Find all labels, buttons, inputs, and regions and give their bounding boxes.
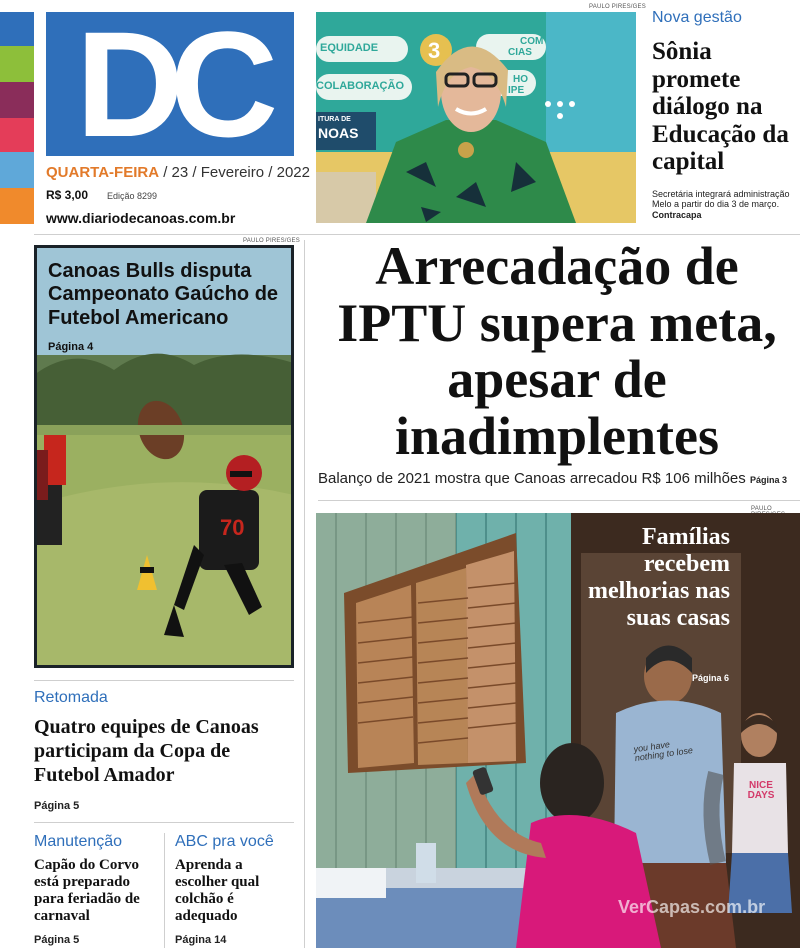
- photo-sign-ipe: IPE: [508, 85, 525, 96]
- maintenance-kicker: Manutenção: [34, 833, 123, 850]
- divider-bottom-columns: [164, 833, 165, 948]
- photo-sign-cias: CIAS: [508, 47, 532, 58]
- masthead-logo[interactable]: [46, 0, 294, 168]
- photo-sign-equidade: EQUIDADE: [320, 42, 379, 54]
- abc-headline[interactable]: Aprenda a escolher qual colchão é adequado: [175, 857, 260, 925]
- strip-green: [0, 46, 34, 82]
- strip-red: [0, 118, 34, 152]
- photo-credit-sports: PAULO PIRES/GES: [243, 238, 300, 244]
- main-deck-text: Balanço de 2021 mostra que Canoas arrecadou R$ 106 milhões: [318, 470, 746, 487]
- photo-credit-families: PAULO: [751, 506, 772, 512]
- photo-sign-ho: HO: [513, 74, 528, 85]
- main-headline[interactable]: Arrecadação de IPTU supera meta, apesar de inadimplentes: [337, 236, 777, 467]
- sports-story-photo[interactable]: [34, 245, 294, 668]
- divider-vertical: [304, 240, 305, 948]
- edition-number: Edição 8299: [107, 191, 158, 201]
- amateur-page: Página 5: [34, 800, 80, 812]
- dateline: [46, 164, 310, 181]
- photo-sign-colaboracao: COLABORAÇÃO: [316, 80, 404, 92]
- main-deck-page: Página 3: [749, 475, 787, 485]
- families-story-page: Página 6: [692, 673, 730, 683]
- top-story-summary-text: Secretária integrará administração Melo a partir do dia 3 de março.: [652, 189, 790, 210]
- photo-sign-number: 3: [428, 38, 441, 63]
- jersey-number: 70: [220, 515, 245, 540]
- abc-page: Página 14: [175, 934, 227, 946]
- photo-credit-top: PAULO PIRES/GES: [589, 4, 646, 10]
- divider-amateur: [34, 680, 294, 681]
- top-story-ref: Contracapa: [652, 209, 702, 220]
- divider-top: [34, 234, 800, 235]
- dateline-day: QUARTA-FEIRA: [46, 164, 160, 181]
- divider-main: [318, 500, 800, 501]
- shirt-print: you have nothing to lose: [632, 739, 694, 764]
- strip-lightblue: [0, 152, 34, 188]
- abc-kicker: ABC pra você: [175, 833, 274, 850]
- photo-sign-itura: ITURA DE: [318, 116, 351, 123]
- strip-purple: [0, 82, 34, 118]
- photo-sign-com: COM: [520, 36, 544, 47]
- main-deck: [318, 470, 800, 487]
- top-story-photo[interactable]: [316, 12, 636, 223]
- divider-bottom-left: [34, 822, 294, 823]
- maintenance-page: Página 5: [34, 934, 80, 946]
- top-story-headline[interactable]: Sônia promete diálogo na Educação da capital: [652, 38, 789, 175]
- maintenance-headline[interactable]: Capão do Corvo está preparado para feriadão de carnaval: [34, 857, 140, 925]
- logo-text: DC: [75, 0, 265, 168]
- amateur-kicker: Retomada: [34, 689, 108, 706]
- child-shirt-print: NICE DAYS: [747, 780, 775, 801]
- price: R$ 3,00: [46, 188, 89, 202]
- families-story-headline[interactable]: Famílias recebem melhorias nas suas casas: [587, 524, 730, 631]
- watermark: VerCapas.com.br: [618, 897, 766, 917]
- amateur-headline[interactable]: Quatro equipes de Canoas participam da Copa de Futebol Amador: [34, 716, 259, 786]
- sports-story-page: Página 4: [48, 341, 94, 353]
- top-story-summary: [652, 189, 798, 220]
- website-link[interactable]: www.diariodecanoas.com.br: [46, 210, 236, 226]
- families-story-photo[interactable]: [316, 513, 800, 948]
- strip-orange: [0, 188, 34, 224]
- strip-blue: [0, 12, 34, 46]
- top-story-kicker: Nova gestão: [652, 9, 742, 26]
- dateline-date: / 23 / Fevereiro / 2022: [163, 164, 310, 181]
- sports-story-headline[interactable]: Canoas Bulls disputa Campeonato Gaúcho de Futebol Americano: [48, 260, 279, 329]
- photo-sign-noas: NOAS: [318, 125, 359, 141]
